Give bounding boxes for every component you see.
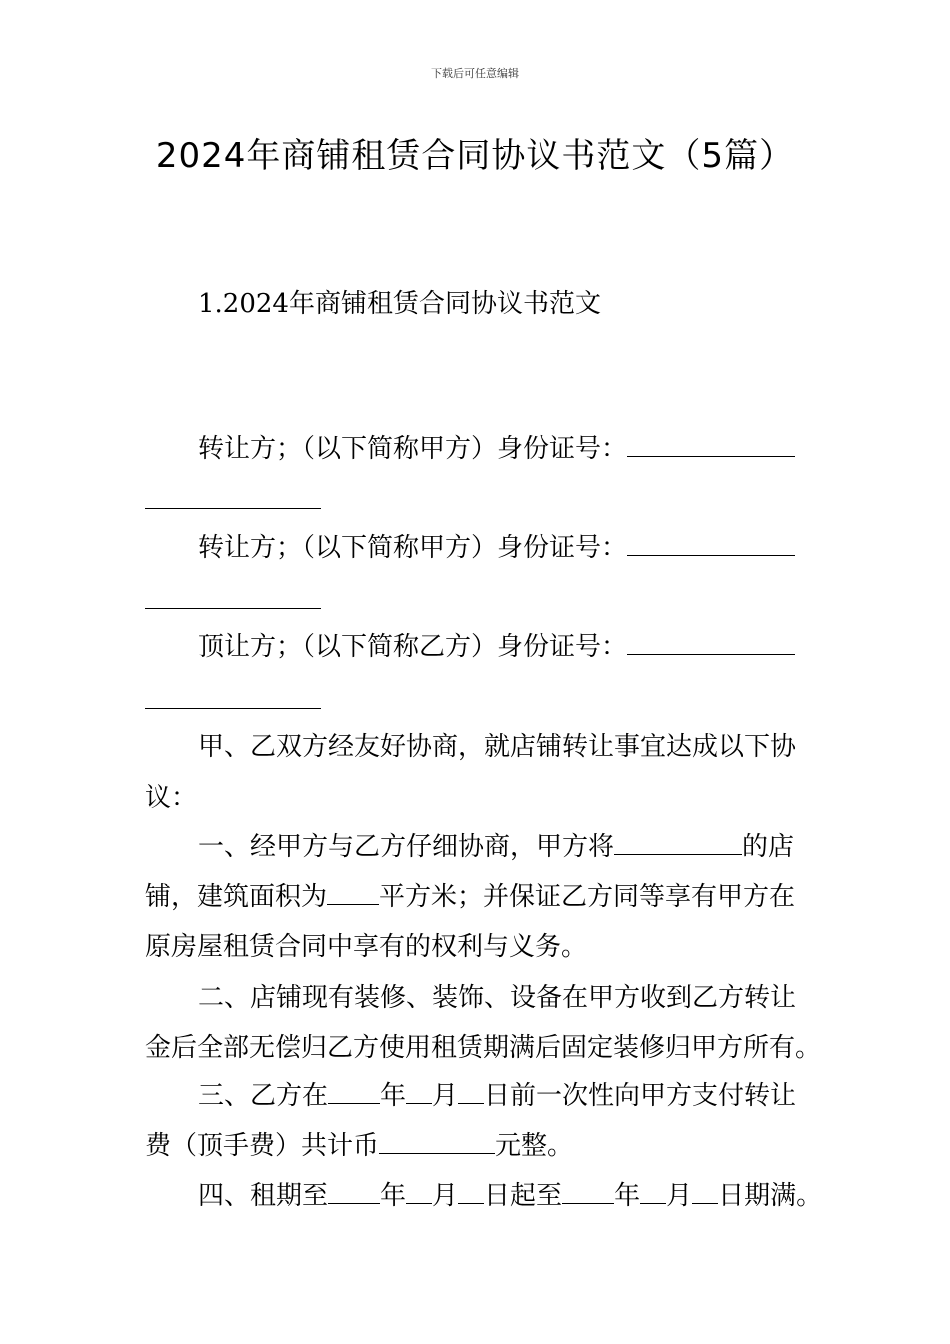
day-blank[interactable] <box>458 1102 484 1104</box>
id-number-blank-continued[interactable] <box>145 708 321 709</box>
page-header-note: 下载后可任意编辑 <box>431 67 519 80</box>
party-line-3 <box>198 634 795 660</box>
document-title: 2024年商铺租赁合同协议书范文（5篇） <box>155 136 795 176</box>
day-blank[interactable] <box>458 1202 484 1204</box>
clause-1-line-1 <box>198 834 794 860</box>
clause-3-line-1 <box>198 1083 796 1109</box>
clause-text: 月 <box>666 1181 693 1211</box>
clause-text: 一、经甲方与乙方仔细协商，甲方将 <box>198 832 615 862</box>
clause-text: 四、租期至 <box>198 1181 329 1211</box>
day-blank[interactable] <box>692 1202 718 1204</box>
party-line-2 <box>198 535 795 561</box>
party-label: 顶让方；（以下简称乙方）身份证号： <box>198 632 628 662</box>
clause-text: 月 <box>432 1181 459 1211</box>
clause-text: 月 <box>432 1081 459 1111</box>
clause-text: 费（顶手费）共计币 <box>145 1131 380 1161</box>
clause-1-line-3: 原房屋租赁合同中享有的权利与义务。 <box>145 932 588 962</box>
clause-text: 年 <box>380 1081 407 1111</box>
year-blank[interactable] <box>328 1102 380 1104</box>
party-label: 转让方；（以下简称甲方）身份证号： <box>198 434 628 464</box>
clause-text: 三、乙方在 <box>198 1081 329 1111</box>
clause-text: 日前一次性向甲方支付转让 <box>484 1081 797 1111</box>
id-number-blank[interactable] <box>627 653 795 655</box>
party-label: 转让方；（以下简称甲方）身份证号： <box>198 533 628 563</box>
id-number-blank-continued[interactable] <box>145 608 321 609</box>
clause-text: 元整。 <box>495 1131 574 1161</box>
clause-3-line-2 <box>145 1133 573 1159</box>
clause-text: 年 <box>614 1181 641 1211</box>
clause-text: 日起至 <box>484 1181 563 1211</box>
intro-line-1: 甲、乙双方经友好协商，就店铺转让事宜达成以下协 <box>198 732 797 762</box>
shop-address-blank[interactable] <box>614 853 742 855</box>
clause-2-line-1: 二、店铺现有装修、装饰、设备在甲方收到乙方转让 <box>198 983 797 1013</box>
clause-1-line-2 <box>145 884 795 910</box>
year-blank[interactable] <box>328 1202 380 1204</box>
section-heading: 1.2024年商铺租赁合同协议书范文 <box>198 289 601 319</box>
id-number-blank[interactable] <box>627 554 795 556</box>
area-blank[interactable] <box>327 903 379 905</box>
clause-text: 的店 <box>742 832 795 862</box>
month-blank[interactable] <box>406 1202 432 1204</box>
clause-text: 平方米；并保证乙方同等享有甲方在 <box>379 882 796 912</box>
party-line-1 <box>198 436 795 462</box>
id-number-blank[interactable] <box>627 455 795 457</box>
clause-text: 铺，建筑面积为 <box>145 882 328 912</box>
clause-text: 日期满。 <box>718 1181 823 1211</box>
month-blank[interactable] <box>640 1202 666 1204</box>
clause-4-line-1 <box>198 1183 822 1209</box>
month-blank[interactable] <box>406 1102 432 1104</box>
intro-line-2: 议： <box>145 783 198 813</box>
clause-text: 年 <box>380 1181 407 1211</box>
clause-2-line-2: 金后全部无偿归乙方使用租赁期满后固定装修归甲方所有。 <box>145 1033 822 1063</box>
id-number-blank-continued[interactable] <box>145 508 321 509</box>
year-blank[interactable] <box>562 1202 614 1204</box>
amount-blank[interactable] <box>379 1152 495 1154</box>
